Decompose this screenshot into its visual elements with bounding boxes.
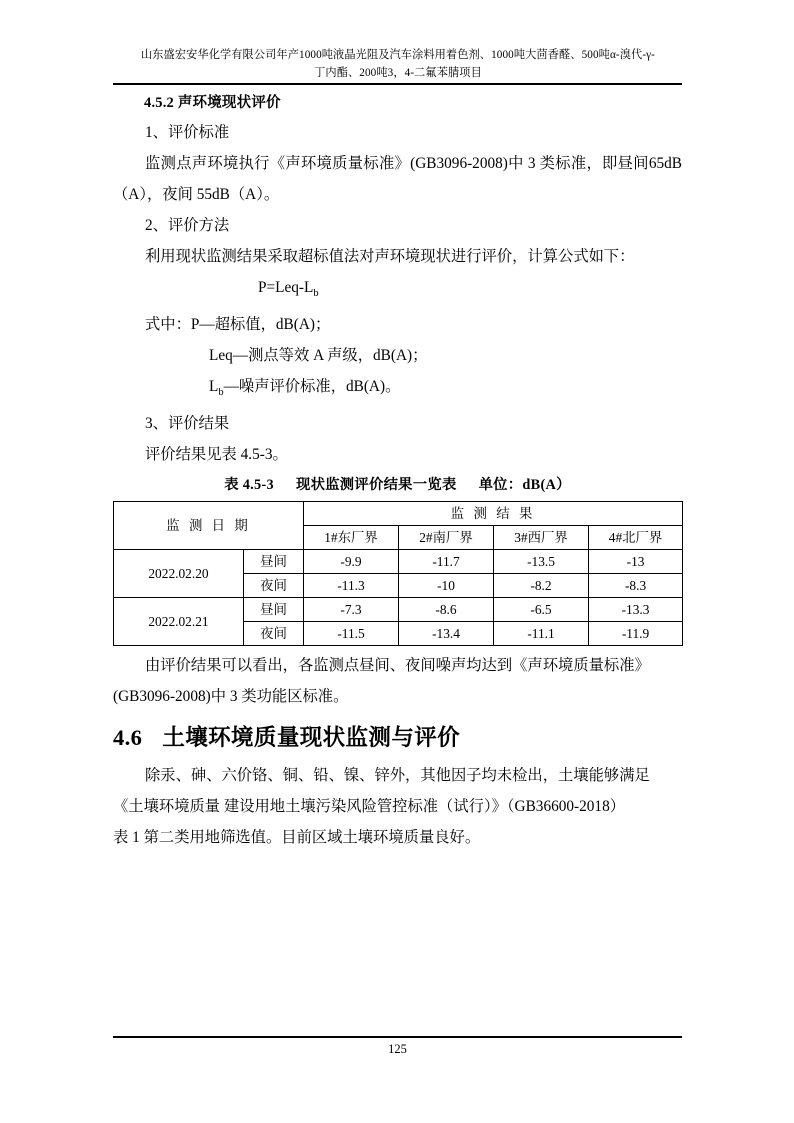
post-table-paragraph-line-2: (GB3096-2008)中 3 类功能区标准。 xyxy=(113,688,349,706)
table-cell-period: 夜间 xyxy=(244,622,304,646)
formula-subscript: b xyxy=(313,288,319,300)
running-header xyxy=(113,46,683,82)
table-cell-value: -13.3 xyxy=(589,598,683,622)
table-header-results-group: 监 测 结 果 xyxy=(304,502,683,526)
section-46-body-line-2: 《土壤环境质量 建设用地土壤污染风险管控标准（试行）》（GB36600-2018） xyxy=(113,798,626,816)
table-header-row-1 xyxy=(114,502,683,526)
legend-line-2: Leq—测点等效 A 声级，dB(A)； xyxy=(209,347,428,365)
section-46-body-line-3: 表 1 第二类用地筛选值。目前区域土壤环境质量良好。 xyxy=(113,829,481,847)
table-cell-value: -7.3 xyxy=(304,598,399,622)
item-2-body: 利用现状监测结果采取超标值法对声环境现状进行评价，计算公式如下： xyxy=(145,248,635,265)
item-1-title: 1、评价标准 xyxy=(145,124,230,141)
footer xyxy=(113,1040,682,1058)
legend-line-3 xyxy=(113,371,682,408)
page-number: 125 xyxy=(388,1042,407,1056)
formula-line xyxy=(113,272,682,309)
table-caption xyxy=(113,472,682,498)
table-cell-value: -13.4 xyxy=(399,622,494,646)
page-content xyxy=(113,90,682,853)
table-cell-period: 昼间 xyxy=(244,550,304,574)
table-cell-value: -8.6 xyxy=(399,598,494,622)
table-header-site-3: 3#西厂界 xyxy=(494,526,589,550)
table-header-site-2: 2#南厂界 xyxy=(399,526,494,550)
table-cell-value: -8.2 xyxy=(494,574,589,598)
table-cell-date: 2022.02.21 xyxy=(114,598,244,646)
running-header-line-1: 山东盛宏安华化学有限公司年产1000吨液晶光阻及汽车涂料用着色剂、1000吨大茴香醛、500吨α-溴代-γ- xyxy=(140,49,656,61)
table-header-date: 监 测 日 期 xyxy=(114,502,304,550)
legend-item-lb-subscript: b xyxy=(218,387,224,399)
table-caption-number: 表 4.5-3 xyxy=(224,477,274,494)
section-46-title: 土壤环境质量现状监测与评价 xyxy=(162,725,461,751)
table-cell-period: 昼间 xyxy=(244,598,304,622)
footer-divider-rule xyxy=(113,1036,682,1038)
table-cell-period: 夜间 xyxy=(244,574,304,598)
table-cell-value: -11.7 xyxy=(399,550,494,574)
legend-line-1 xyxy=(113,309,682,340)
running-header-line-2: 丁内酯、200吨3，4-二氟苯腈项目 xyxy=(314,67,482,79)
table-row xyxy=(114,598,683,622)
table-row xyxy=(114,550,683,574)
formula-expression: P=Leq-L xyxy=(258,279,314,296)
table-cell-value: -11.5 xyxy=(304,622,399,646)
item-3-title: 3、评价结果 xyxy=(145,415,230,433)
legend-item-lb-main: L xyxy=(209,378,219,396)
table-cell-value: -11.9 xyxy=(589,622,683,646)
table-header-site-1: 1#东厂界 xyxy=(304,526,399,550)
table-cell-value: -11.3 xyxy=(304,574,399,598)
table-cell-value: -10 xyxy=(399,574,494,598)
monitoring-results-table xyxy=(113,501,683,646)
table-caption-unit: 单位：dB(A） xyxy=(478,477,571,494)
section-46-number: 4.6 xyxy=(113,725,143,751)
item-1-body: 监测点声环境执行《声环境质量标准》(GB3096-2008)中 3 类标准，即昼间65dB（A），夜间 55dB（A）。 xyxy=(113,155,682,203)
header-divider-rule xyxy=(113,83,682,85)
legend-item-p: P—超标值，dB(A)； xyxy=(190,316,331,334)
item-3-body: 评价结果见表 4.5-3。 xyxy=(145,446,288,464)
legend-lead-label: 式中： xyxy=(145,316,191,334)
section-heading-46 xyxy=(113,718,682,758)
table-cell-value: -11.1 xyxy=(494,622,589,646)
legend-item-lb-rest: —噪声评价标准，dB(A)。 xyxy=(223,378,401,396)
table-caption-title: 现状监测评价结果一览表 xyxy=(296,477,457,494)
table-cell-value: -13 xyxy=(589,550,683,574)
section-46-body-line-1: 除汞、砷、六价铬、铜、铅、镍、锌外，其他因子均未检出，土壤能够满足 xyxy=(145,767,650,785)
section-heading-452: 4.5.2 声环境现状评价 xyxy=(144,95,281,111)
item-2-title: 2、评价方法 xyxy=(145,217,230,234)
table-header-site-4: 4#北厂界 xyxy=(589,526,683,550)
table-cell-value: -9.9 xyxy=(304,550,399,574)
post-table-paragraph-line-1: 由评价结果可以看出，各监测点昼间、夜间噪声均达到《声环境质量标准》 xyxy=(145,657,650,675)
table-cell-date: 2022.02.20 xyxy=(114,550,244,598)
table-cell-value: -8.3 xyxy=(589,574,683,598)
table-cell-value: -6.5 xyxy=(494,598,589,622)
table-cell-value: -13.5 xyxy=(494,550,589,574)
